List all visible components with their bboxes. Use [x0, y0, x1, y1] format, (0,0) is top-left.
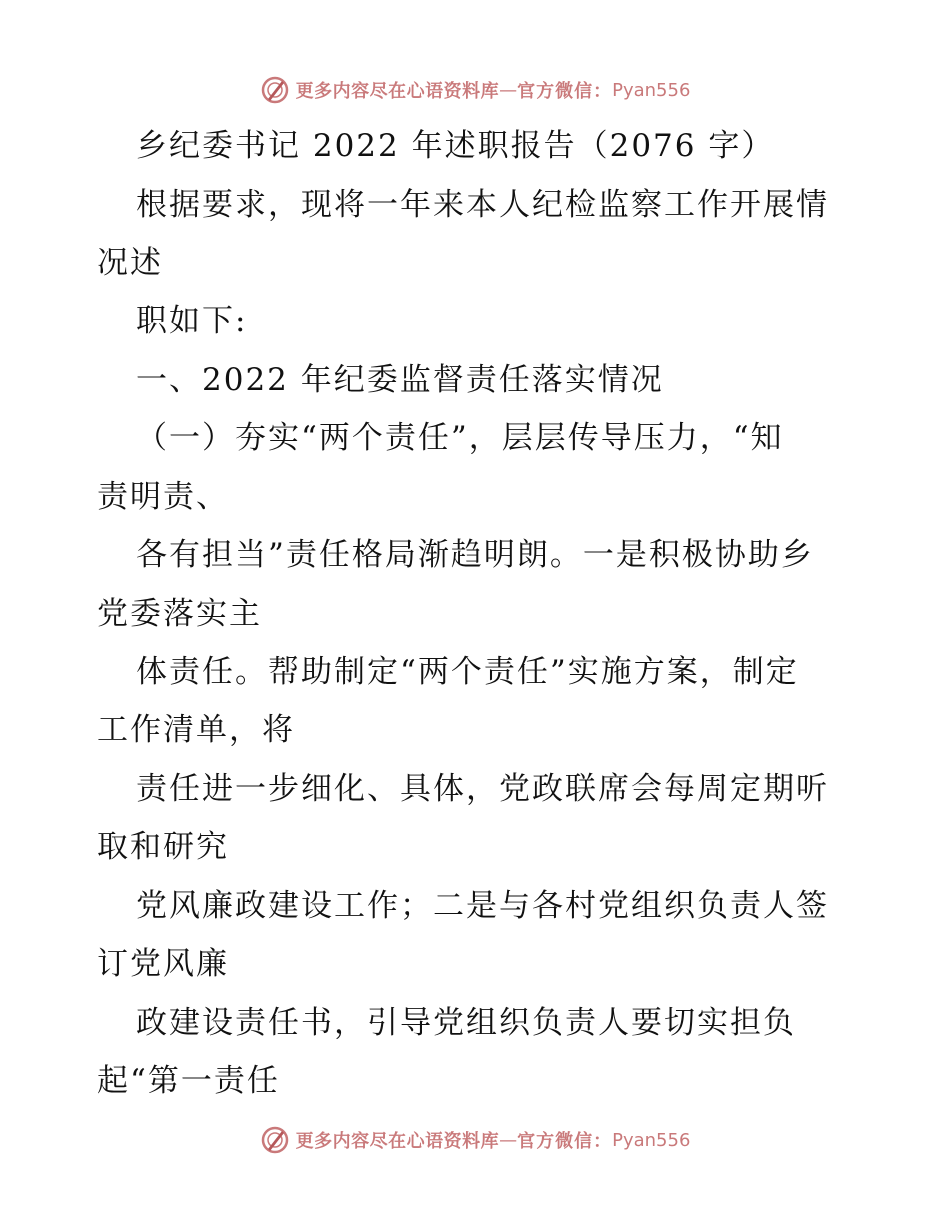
watermark-sub-text: 官方微信：: [517, 1131, 613, 1152]
watermark-id: Pyan556: [612, 79, 691, 101]
document-title: 乡纪委书记 2022 年述职报告（2076 字）: [136, 128, 775, 164]
text-line: 起“第一责任: [97, 1063, 280, 1099]
text-line: 责明责、: [97, 479, 229, 515]
text-line: 况述: [97, 245, 163, 281]
watermark-sub-text: 官方微信：: [517, 81, 613, 102]
text-line: 根据要求，现将一年来本人纪检监察工作开展情: [136, 187, 829, 223]
text-line: 政建设责任书，引导党组织负责人要切实担负: [136, 1005, 796, 1041]
watermark-dash: —: [499, 79, 518, 101]
text-line: （一）夯实“两个责任”，层层传导压力，“知: [136, 420, 784, 456]
text-line: 订党风廉: [97, 946, 229, 982]
text-line: 职如下:: [136, 303, 248, 339]
seal-pen-icon: [260, 1125, 290, 1155]
text-line: 责任进一步细化、具体，党政联席会每周定期听: [136, 771, 829, 807]
text-line: 党风廉政建设工作；二是与各村党组织负责人签: [136, 888, 829, 924]
footer-watermark: [0, 1120, 950, 1160]
watermark-main-text: 更多内容尽在心语资料库: [295, 1131, 500, 1152]
section-heading: 一、2022 年纪委监督责任落实情况: [136, 362, 664, 398]
text-line: 取和研究: [97, 829, 229, 865]
header-watermark: [0, 70, 950, 110]
seal-pen-icon: [260, 75, 290, 105]
watermark-dash: —: [499, 1129, 518, 1151]
text-line: 各有担当”责任格局渐趋明朗。一是积极协助乡: [136, 537, 814, 573]
text-line: 党委落实主: [97, 596, 262, 632]
watermark-main-text: 更多内容尽在心语资料库: [295, 81, 500, 102]
watermark-id: Pyan556: [612, 1129, 691, 1151]
text-line: 工作清单，将: [97, 712, 295, 748]
text-line: 体责任。帮助制定“两个责任”实施方案，制定: [136, 654, 799, 690]
